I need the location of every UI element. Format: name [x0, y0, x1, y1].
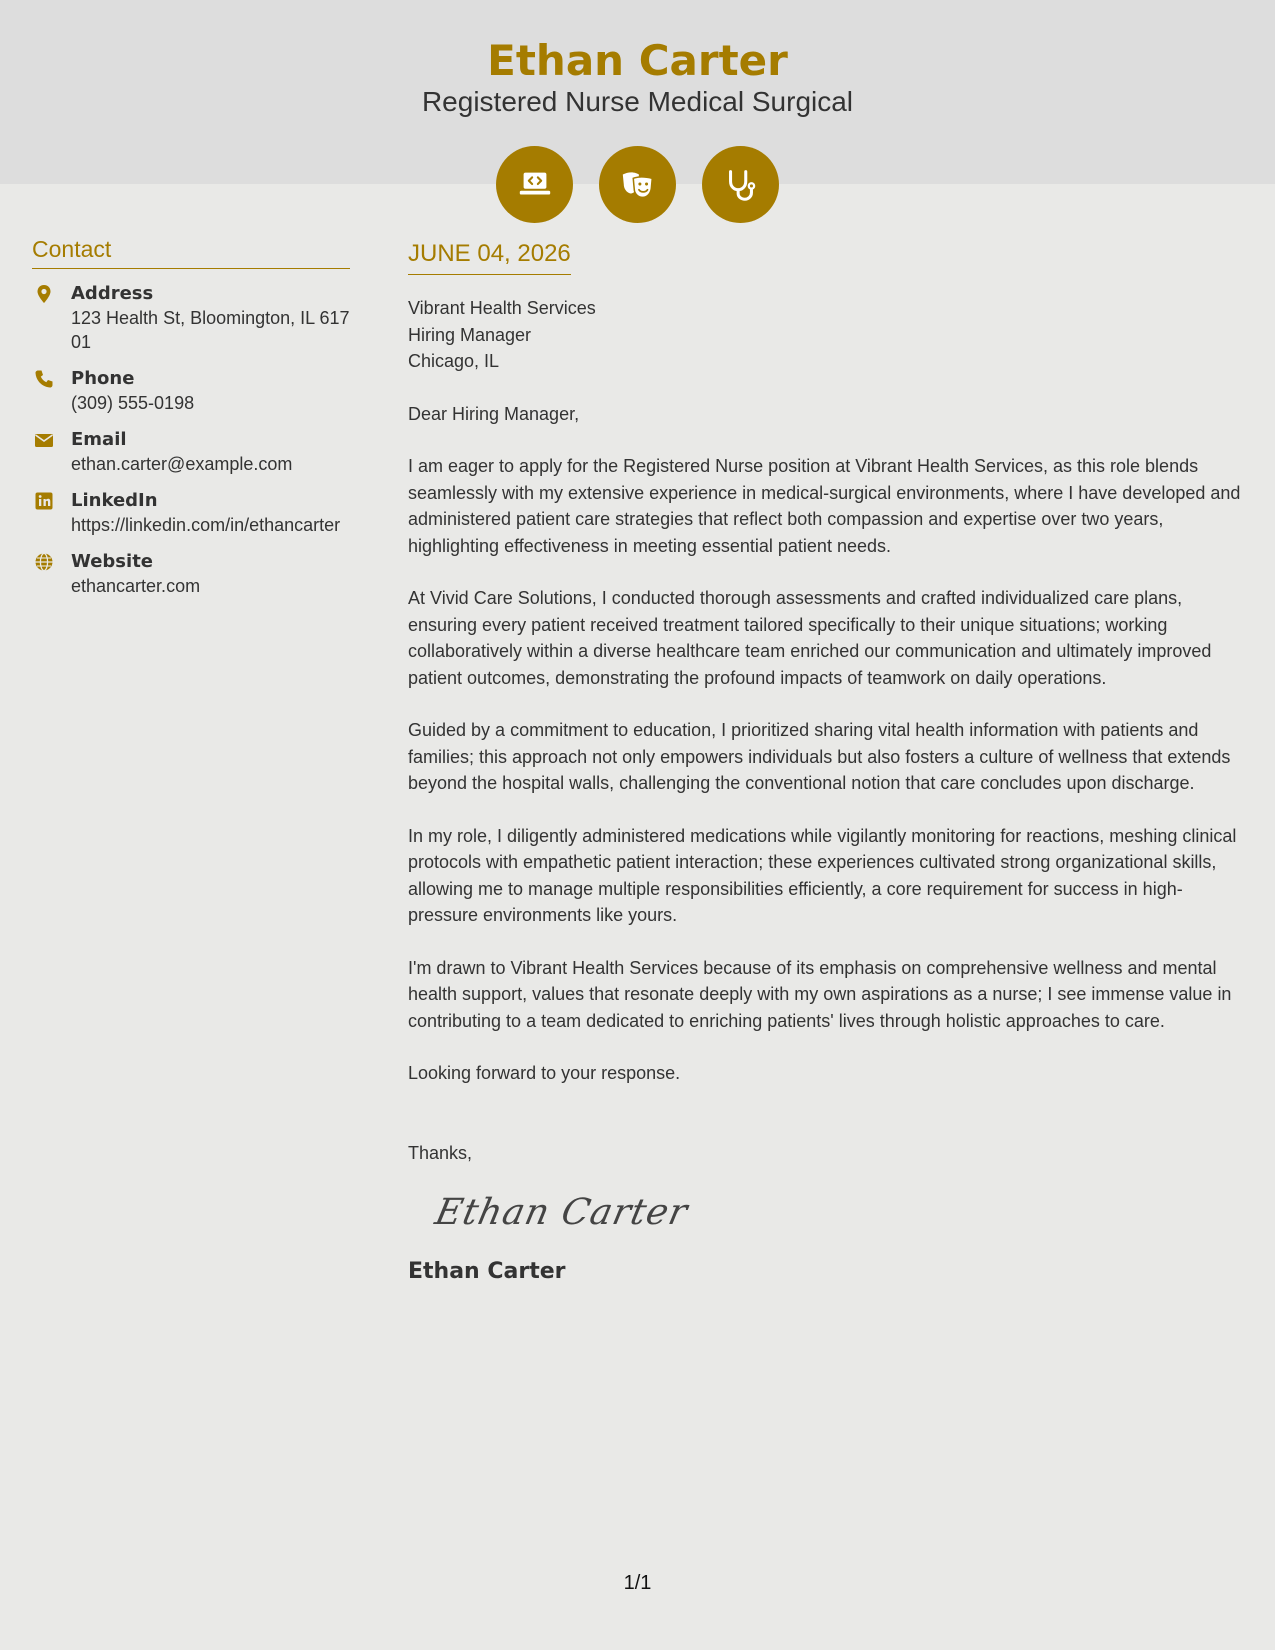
- contact-heading: Contact: [32, 236, 350, 269]
- stethoscope-icon: [702, 146, 779, 223]
- letter-date: JUNE 04, 2026: [408, 240, 571, 275]
- candidate-name: Ethan Carter: [487, 36, 788, 85]
- linkedin-value[interactable]: https://linkedin.com/in/ethancarter: [71, 515, 341, 535]
- contact-linkedin: [32, 489, 350, 537]
- address-label: Address: [71, 283, 154, 304]
- paragraph-4: In my role, I diligently administered medications while vigilantly monitoring for reactions, meshing clinical protocols with empathetic patient interaction; these experiences cultivated strong organizational skills, allowing me to manage multiple responsibilities efficiently, a core requirement for success in high-pressure environments like yours.: [408, 825, 1237, 925]
- globe-icon: [34, 552, 54, 572]
- letter-body: [408, 240, 1248, 1284]
- phone-icon: [34, 369, 54, 389]
- map-marker-icon: [34, 284, 54, 304]
- signer-name: Ethan Carter: [408, 1259, 566, 1284]
- paragraph-2: At Vivid Care Solutions, I conducted thorough assessments and crafted individualized care plans, ensuring every patient received treatment tailored specifically to their unique situations; working collaboratively within a diverse healthcare team enriched our communication and ultimately improved patient outcomes, demonstrating the profound impacts of teamwork on daily operations.: [408, 588, 1212, 688]
- signoff: Thanks,: [408, 1142, 473, 1163]
- website-value[interactable]: ethancarter.com: [71, 576, 201, 596]
- paragraph-3: Guided by a commitment to education, I prioritized sharing vital health information with patients and families; this approach not only empowers individuals but also fosters a culture of wellness that extends beyond the hospital walls, challenging the conventional notion that care concludes upon discharge.: [408, 720, 1231, 793]
- recipient-company: Vibrant Health Services: [408, 298, 596, 318]
- contact-sidebar: [32, 236, 350, 598]
- closing-line: Looking forward to your response.: [408, 1063, 681, 1083]
- laptop-code-icon: [496, 146, 573, 223]
- header-icons: [496, 146, 779, 223]
- contact-phone: [32, 367, 350, 415]
- job-title: Registered Nurse Medical Surgical: [421, 86, 854, 117]
- envelope-icon: [34, 430, 54, 450]
- handwritten-signature: Ethan Carter: [431, 1192, 692, 1233]
- paragraph-5: I'm drawn to Vibrant Health Services because of its emphasis on comprehensive wellness and mental health support, values that resonate deeply with my own aspirations as a nurse; I see immense value in contributing to a team dedicated to enriching patients' lives through holistic approaches to care.: [408, 957, 1232, 1031]
- contact-address: [32, 282, 350, 354]
- email-label: Email: [71, 429, 127, 450]
- theater-masks-icon: [599, 146, 676, 223]
- website-label: Website: [71, 551, 154, 572]
- address-value: 123 Health St, Bloomington, IL 61701: [71, 308, 350, 352]
- linkedin-icon: [34, 491, 54, 511]
- phone-value: (309) 555-0198: [71, 393, 195, 413]
- email-value: ethan.carter@example.com: [71, 454, 293, 474]
- paragraph-1: I am eager to apply for the Registered Nurse position at Vibrant Health Services, as this role blends seamlessly with my extensive experience in medical-surgical environments, where I have developed and administered patient care strategies that reflect both compassion and expertise over two years, highlighting effectiveness in meeting essential patient needs.: [408, 456, 1241, 556]
- recipient-role: Hiring Manager: [408, 324, 532, 345]
- contact-email: [32, 428, 350, 476]
- phone-label: Phone: [71, 368, 135, 389]
- salutation: Dear Hiring Manager,: [408, 403, 580, 424]
- contact-website: [32, 550, 350, 598]
- recipient-block: [408, 295, 1248, 375]
- recipient-location: Chicago, IL: [408, 351, 500, 371]
- linkedin-label: LinkedIn: [71, 490, 158, 511]
- page-number: 1/1: [623, 1572, 652, 1594]
